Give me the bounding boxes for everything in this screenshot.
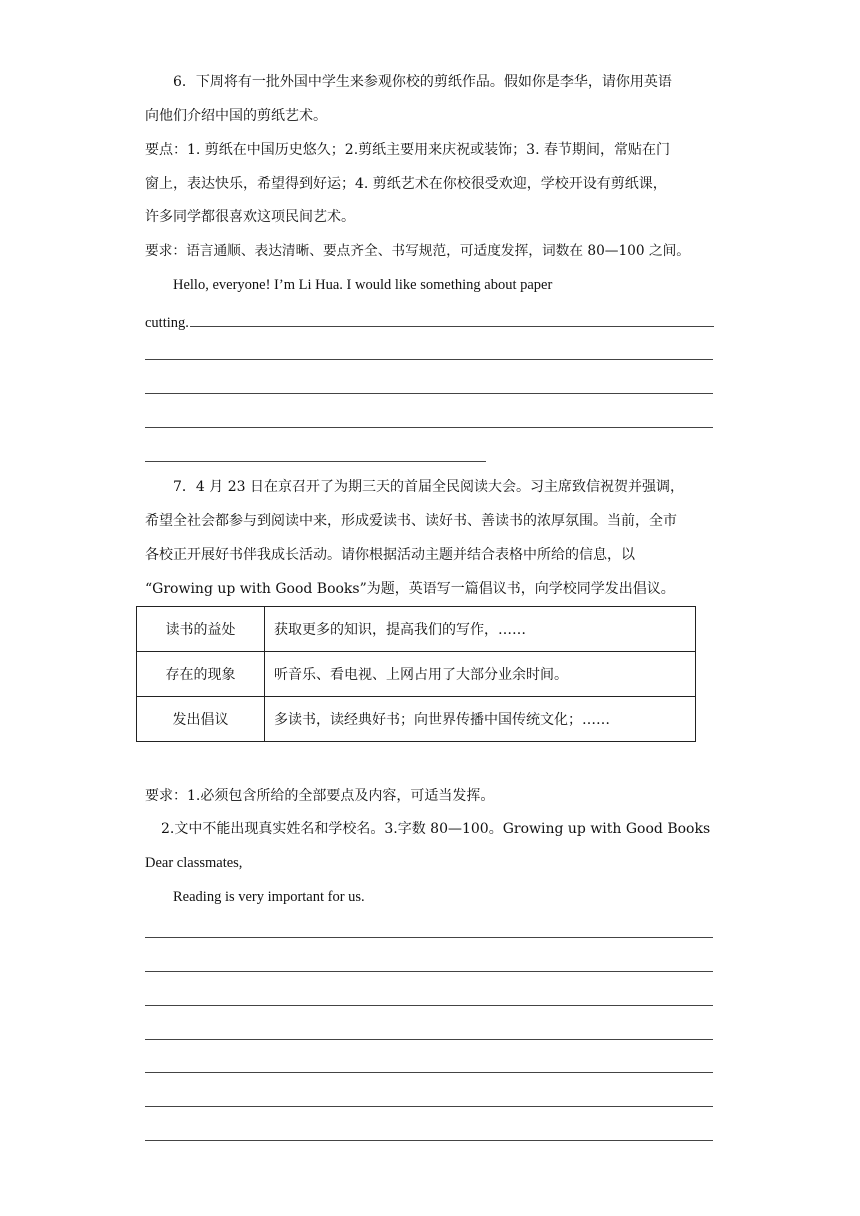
q7-prompt-line-2: 希望全社会都参与到阅读中来，形成爱读书、读好书、善读书的浓厚氛围。当前，全市	[145, 513, 677, 529]
q7-opening-sentence: Reading is very important for us.	[173, 889, 365, 905]
q7-requirements-line-1: 要求：1.必须包含所给的全部要点及内容，可适当发挥。	[145, 788, 495, 804]
q6-points-line-2: 窗上，表达快乐，希望得到好运；4. 剪纸艺术在你校很受欢迎，学校开设有剪纸课，	[145, 176, 667, 192]
table-row	[137, 607, 696, 652]
q6-opening-sentence: Hello, everyone! I’m Li Hua. I would like something about paper	[173, 277, 553, 293]
answer-line	[145, 971, 713, 972]
table-value-cell: 听音乐、看电视、上网占用了大部分业余时间。	[265, 652, 696, 697]
q7-salutation: Dear classmates,	[145, 855, 243, 871]
table-row	[137, 652, 696, 697]
q7-prompt-line-1: 7．4 月 23 日在京召开了为期三天的首届全民阅读大会。习主席致信祝贺并强调，	[173, 479, 684, 495]
answer-line	[145, 461, 486, 462]
answer-line	[145, 359, 713, 360]
q7-requirements-line-2: 2.文中不能出现真实姓名和学校名。3.字数 80—100。Growing up with Good Books	[161, 821, 711, 837]
answer-line	[190, 310, 714, 327]
answer-line	[145, 1072, 713, 1073]
q6-prompt-line-2: 向他们介绍中国的剪纸艺术。	[145, 108, 327, 124]
q6-opening-cont-text: cutting.	[145, 315, 189, 331]
answer-line	[145, 427, 713, 428]
q6-points-line-1: 要点：1. 剪纸在中国历史悠久；2.剪纸主要用来庆祝或装饰；3. 春节期间，常贴在门	[145, 142, 670, 158]
table-key-cell: 存在的现象	[137, 652, 265, 697]
q6-requirements: 要求：语言通顺、表达清晰、要点齐全、书写规范，可适度发挥，词数在 80—100 之间。	[145, 243, 690, 259]
table-value-cell: 获取更多的知识，提高我们的写作，……	[265, 607, 696, 652]
q7-prompt-line-4: “Growing up with Good Books”为题，英语写一篇倡议书，向学校同学发出倡议。	[145, 581, 675, 597]
table-key-cell: 发出倡议	[137, 697, 265, 742]
q6-prompt-line-1: 6．下周将有一批外国中学生来参观你校的剪纸作品。假如你是李华，请你用英语	[173, 74, 672, 90]
answer-line	[145, 937, 713, 938]
table-key-cell: 读书的益处	[137, 607, 265, 652]
table-row	[137, 697, 696, 742]
answer-line	[145, 1005, 713, 1006]
q6-opening-continuation	[145, 310, 713, 330]
q6-points-line-3: 许多同学都很喜欢这项民间艺术。	[145, 209, 355, 225]
table-value-cell: 多读书，读经典好书；向世界传播中国传统文化；……	[265, 697, 696, 742]
answer-line	[145, 1140, 713, 1141]
answer-line	[145, 1106, 713, 1107]
info-table	[136, 606, 696, 742]
answer-line	[145, 1039, 713, 1040]
answer-line	[145, 393, 713, 394]
q7-prompt-line-3: 各校正开展好书伴我成长活动。请你根据活动主题并结合表格中所给的信息，以	[145, 547, 635, 563]
